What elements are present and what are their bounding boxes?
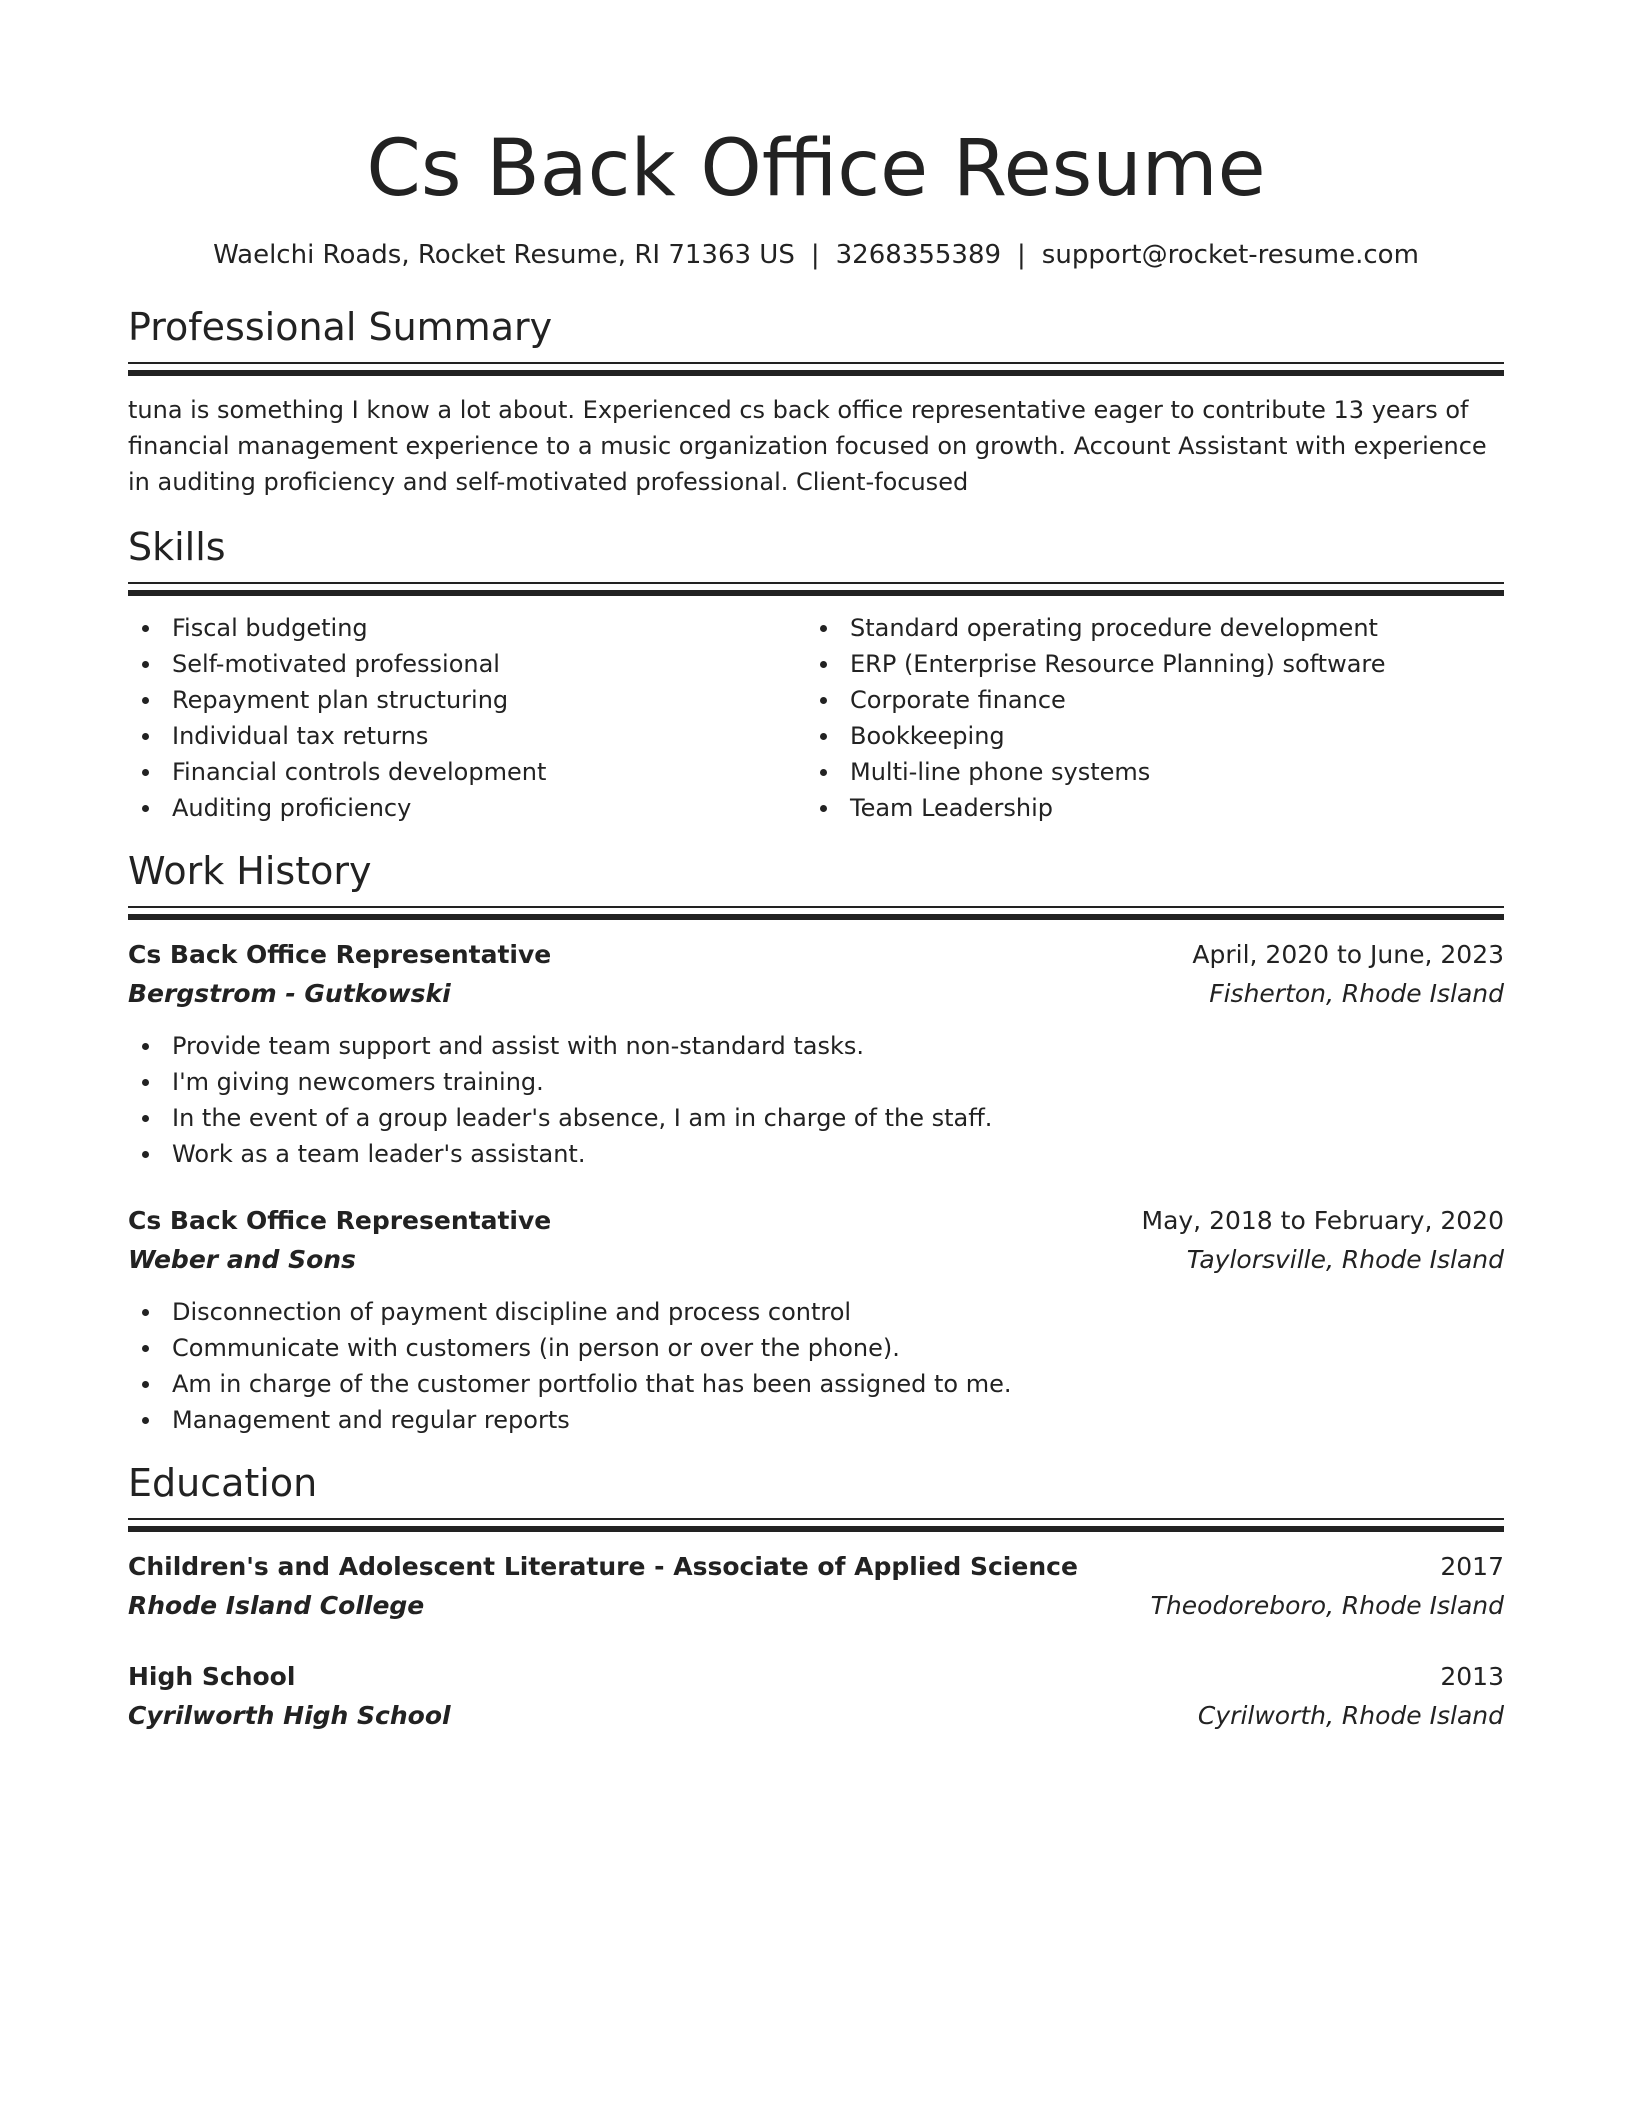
job-company: Weber and Sons bbox=[128, 1245, 356, 1274]
education-school: Cyrilworth High School bbox=[128, 1701, 451, 1730]
resume-page bbox=[128, 0, 1504, 1736]
education-year: 2013 bbox=[1440, 1662, 1504, 1691]
skill-item: Multi-line phone systems bbox=[806, 754, 1484, 790]
education-location: Theodoreboro, Rhode Island bbox=[1150, 1591, 1504, 1620]
resume-name: Cs Back Office Resume bbox=[366, 124, 1266, 214]
skill-item: ERP (Enterprise Resource Planning) software bbox=[806, 646, 1484, 682]
job-bullets bbox=[128, 1028, 1504, 1172]
job-bullet: In the event of a group leader's absence, I am in charge of the staff. bbox=[128, 1100, 1504, 1136]
contact-separator: | bbox=[810, 240, 820, 270]
skill-item: Repayment plan structuring bbox=[128, 682, 806, 718]
skill-item: Auditing proficiency bbox=[128, 790, 806, 826]
skill-item: Individual tax returns bbox=[128, 718, 806, 754]
job-bullets bbox=[128, 1294, 1504, 1438]
job-title: Cs Back Office Representative bbox=[128, 940, 552, 969]
skill-item: Standard operating procedure development bbox=[806, 610, 1484, 646]
summary-heading: Professional Summary bbox=[128, 305, 553, 349]
job-bullet: Management and regular reports bbox=[128, 1402, 1504, 1438]
job-company: Bergstrom - Gutkowski bbox=[128, 979, 451, 1008]
job-dates: May, 2018 to February, 2020 bbox=[1141, 1206, 1504, 1235]
job-location: Taylorsville, Rhode Island bbox=[1186, 1245, 1504, 1274]
contact-email: support@rocket-resume.com bbox=[1041, 240, 1419, 270]
work-heading: Work History bbox=[128, 849, 372, 893]
skill-item: Bookkeeping bbox=[806, 718, 1484, 754]
job-title: Cs Back Office Representative bbox=[128, 1206, 552, 1235]
section-divider bbox=[128, 906, 1504, 920]
section-divider bbox=[128, 582, 1504, 596]
work-section bbox=[128, 848, 1504, 1438]
education-degree: Children's and Adolescent Literature - Associate of Applied Science bbox=[128, 1552, 1078, 1581]
education-entry bbox=[128, 1548, 1504, 1626]
skills-columns bbox=[128, 610, 1504, 826]
skill-item: Financial controls development bbox=[128, 754, 806, 790]
education-heading: Education bbox=[128, 1461, 318, 1505]
job-location: Fisherton, Rhode Island bbox=[1209, 979, 1504, 1008]
skill-item: Corporate finance bbox=[806, 682, 1484, 718]
education-school: Rhode Island College bbox=[128, 1591, 425, 1620]
skills-list-left bbox=[128, 610, 806, 826]
job-bullet: Provide team support and assist with non-standard tasks. bbox=[128, 1028, 1504, 1064]
contact-address: Waelchi Roads, Rocket Resume, RI 71363 US bbox=[213, 240, 795, 270]
job-entry bbox=[128, 1202, 1504, 1438]
job-bullet: Communicate with customers (in person or over the phone). bbox=[128, 1330, 1504, 1366]
job-bullet: Am in charge of the customer portfolio that has been assigned to me. bbox=[128, 1366, 1504, 1402]
job-bullet: Disconnection of payment discipline and process control bbox=[128, 1294, 1504, 1330]
education-year: 2017 bbox=[1440, 1552, 1504, 1581]
summary-section bbox=[128, 304, 1504, 500]
contact-line bbox=[128, 238, 1504, 272]
skills-list-right bbox=[806, 610, 1484, 826]
section-divider bbox=[128, 1518, 1504, 1532]
job-dates: April, 2020 to June, 2023 bbox=[1192, 940, 1504, 969]
skills-section bbox=[128, 524, 1504, 826]
skills-heading: Skills bbox=[128, 525, 226, 569]
job-bullet: I'm giving newcomers training. bbox=[128, 1064, 1504, 1100]
section-divider bbox=[128, 362, 1504, 376]
job-bullet: Work as a team leader's assistant. bbox=[128, 1136, 1504, 1172]
contact-separator: | bbox=[1017, 240, 1026, 270]
summary-text: tuna is something I know a lot about. Experienced cs back office representative eager to contribute 13 years of financial management experience to a music organization focused on growth. Account Assistant with experience in auditing proficiency and self-motivated professional. Client-focused bbox=[128, 396, 1487, 496]
skill-item: Self-motivated professional bbox=[128, 646, 806, 682]
education-entry bbox=[128, 1658, 1504, 1736]
contact-phone: 3268355389 bbox=[835, 240, 1002, 270]
skill-item: Team Leadership bbox=[806, 790, 1484, 826]
education-section bbox=[128, 1460, 1504, 1736]
education-location: Cyrilworth, Rhode Island bbox=[1197, 1701, 1504, 1730]
skill-item: Fiscal budgeting bbox=[128, 610, 806, 646]
job-entry bbox=[128, 936, 1504, 1172]
education-degree: High School bbox=[128, 1662, 296, 1691]
